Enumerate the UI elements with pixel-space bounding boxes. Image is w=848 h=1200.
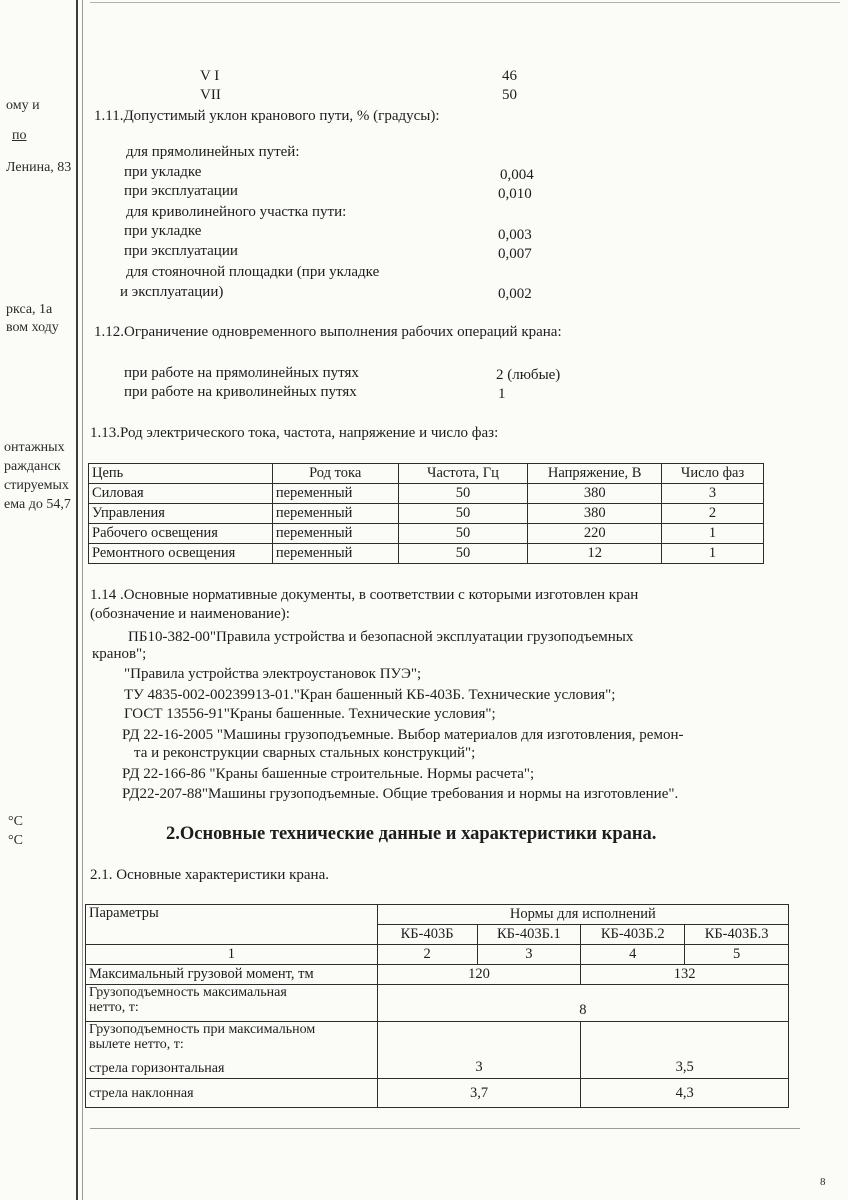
column-number: 1: [86, 945, 378, 965]
table-cell: 3,7: [377, 1079, 581, 1108]
binding-edge-line: [76, 0, 78, 1200]
margin-fragment: по: [12, 128, 27, 143]
table-header-cell: Напряжение, В: [528, 464, 662, 484]
text-line: ГОСТ 13556-91"Краны башенные. Технические условия";: [124, 706, 496, 722]
cont-label: V I: [200, 68, 220, 84]
bottom-rule: [90, 1128, 800, 1129]
table-cell: 50: [398, 504, 528, 524]
text-line: ТУ 4835-002-00239913-01."Кран башенный КБ-403Б. Технические условия";: [124, 687, 616, 703]
text-line: (обозначение и наименование):: [90, 606, 290, 622]
table-row: [86, 1022, 789, 1079]
margin-fragment: онтажных: [4, 440, 65, 455]
section-heading: 1.11.Допустимый уклон кранового пути, % (градусы):: [94, 108, 440, 124]
label-line: стрела горизонтальная: [89, 1061, 225, 1076]
item-label: при эксплуатации: [124, 243, 238, 259]
table-cell: 50: [398, 484, 528, 504]
label-line: Грузоподъемность при максимальном: [89, 1022, 316, 1037]
table-header-cell: Параметры: [86, 905, 378, 945]
section-heading: 1.13.Род электрического тока, частота, напряжение и число фаз:: [90, 425, 499, 441]
table-row: [86, 965, 789, 985]
table-cell: 380: [528, 484, 662, 504]
margin-fragment: °С: [8, 814, 23, 829]
electric-table: [88, 463, 764, 564]
margin-fragment: Ленина, 83: [6, 160, 72, 175]
table-cell: переменный: [272, 504, 398, 524]
variant-header: КБ-403Б.3: [685, 925, 789, 945]
table-header-cell: Нормы для исполнений: [377, 905, 788, 925]
table-cell: 120: [377, 965, 581, 985]
table-header-cell: Частота, Гц: [398, 464, 528, 484]
table-cell: 3: [662, 484, 764, 504]
cont-value: 46: [502, 68, 517, 84]
margin-fragment: ркса, 1а: [6, 302, 53, 317]
table-cell: 3: [377, 1022, 581, 1079]
text-line: РД 22-166-86 "Краны башенные строительные. Нормы расчета";: [122, 766, 535, 782]
column-number: 5: [685, 945, 789, 965]
column-number: 4: [581, 945, 685, 965]
item-value: 0,007: [498, 246, 532, 262]
item-value: 0,002: [498, 286, 532, 302]
item-label: при укладке: [124, 223, 202, 239]
table-row: [86, 1079, 789, 1108]
table-cell: Силовая: [89, 484, 273, 504]
label-line: Грузоподъемность максимальная: [89, 985, 287, 1000]
cont-value: 50: [502, 87, 517, 103]
column-number: 3: [477, 945, 581, 965]
table-cell: Управления: [89, 504, 273, 524]
page-number: 8: [820, 1176, 826, 1188]
margin-fragment: ому и: [6, 98, 40, 113]
table-cell: переменный: [272, 524, 398, 544]
item-label: при укладке: [124, 164, 202, 180]
item-label: при работе на криволинейных путях: [124, 384, 357, 400]
item-value: 0,003: [498, 227, 532, 243]
text-line: кранов";: [92, 646, 147, 662]
margin-fragment: вом ходу: [6, 320, 59, 335]
table-cell: 12: [528, 544, 662, 564]
subsection-heading: 2.1. Основные характеристики крана.: [90, 867, 329, 883]
table-row: [89, 484, 764, 504]
table-cell: 132: [581, 965, 789, 985]
text-line: РД 22-16-2005 "Машины грузоподъемные. Выбор материалов для изготовления, ремон-: [122, 727, 684, 743]
table-cell: переменный: [272, 484, 398, 504]
column-number: 2: [377, 945, 477, 965]
cont-label: VII: [200, 87, 221, 103]
margin-fragment: ражданск: [4, 459, 61, 474]
table-cell: 4,3: [581, 1079, 789, 1108]
table-cell: 380: [528, 504, 662, 524]
table-cell: 2: [662, 504, 764, 524]
binding-edge-shadow: [82, 0, 83, 1200]
text-line: РД22-207-88"Машины грузоподъемные. Общие требования и нормы на изготовление".: [122, 786, 679, 802]
table-header-cell: Род тока: [272, 464, 398, 484]
item-label: при работе на прямолинейных путях: [124, 365, 359, 381]
table-cell: 220: [528, 524, 662, 544]
item-value: 1: [498, 386, 506, 402]
section-heading: 1.12.Ограничение одновременного выполнения рабочих операций крана:: [94, 324, 562, 340]
table-cell: 8: [377, 985, 788, 1022]
table-number-row: [86, 945, 789, 965]
text-line: ПБ10-382-00"Правила устройства и безопасной эксплуатации грузоподъемных: [128, 629, 634, 645]
item-value: 2 (любые): [496, 367, 561, 383]
characteristics-table: [85, 904, 789, 1108]
label-line: вылете нетто, т:: [89, 1037, 184, 1052]
table-row: [86, 985, 789, 1022]
table-cell: стрела наклонная: [86, 1079, 378, 1108]
table-row: [89, 524, 764, 544]
table-cell: 1: [662, 544, 764, 564]
table-cell: переменный: [272, 544, 398, 564]
variant-header: КБ-403Б.2: [581, 925, 685, 945]
table-cell: 3,5: [581, 1022, 789, 1079]
variant-header: КБ-403Б: [377, 925, 477, 945]
section-heading: 1.14 .Основные нормативные документы, в соответствии с которыми изготовлен кран: [90, 587, 639, 603]
text-line: "Правила устройства электроустановок ПУЭ";: [124, 666, 422, 682]
table-cell: [86, 985, 378, 1022]
table-cell: 50: [398, 524, 528, 544]
table-cell: 1: [662, 524, 764, 544]
top-edge-line: [90, 2, 840, 3]
table-header-row: [89, 464, 764, 484]
table-cell: 50: [398, 544, 528, 564]
table-cell: [86, 1022, 378, 1079]
item-label: и эксплуатации): [120, 284, 224, 300]
margin-fragment: ема до 54,7: [4, 497, 71, 512]
table-header-row: [86, 905, 789, 925]
section-title: 2.Основные технические данные и характеристики крана.: [166, 824, 657, 844]
table-cell: Максимальный грузовой момент, тм: [86, 965, 378, 985]
text-line: та и реконструкции сварных стальных конструкций";: [134, 745, 476, 761]
variant-header: КБ-403Б.1: [477, 925, 581, 945]
item-label: для криволинейного участка пути:: [126, 204, 347, 220]
table-row: [89, 544, 764, 564]
table-row: [89, 504, 764, 524]
margin-fragment: стируемых: [4, 478, 69, 493]
item-label: при эксплуатации: [124, 183, 238, 199]
table-cell: Рабочего освещения: [89, 524, 273, 544]
label-line: нетто, т:: [89, 1000, 139, 1015]
table-header-cell: Число фаз: [662, 464, 764, 484]
table-header-cell: Цепь: [89, 464, 273, 484]
margin-fragment: °С: [8, 833, 23, 848]
table-cell: Ремонтного освещения: [89, 544, 273, 564]
item-label: для прямолинейных путей:: [126, 144, 300, 160]
item-label: для стояночной площадки (при укладке: [126, 264, 380, 280]
item-value: 0,004: [500, 167, 534, 183]
item-value: 0,010: [498, 186, 532, 202]
